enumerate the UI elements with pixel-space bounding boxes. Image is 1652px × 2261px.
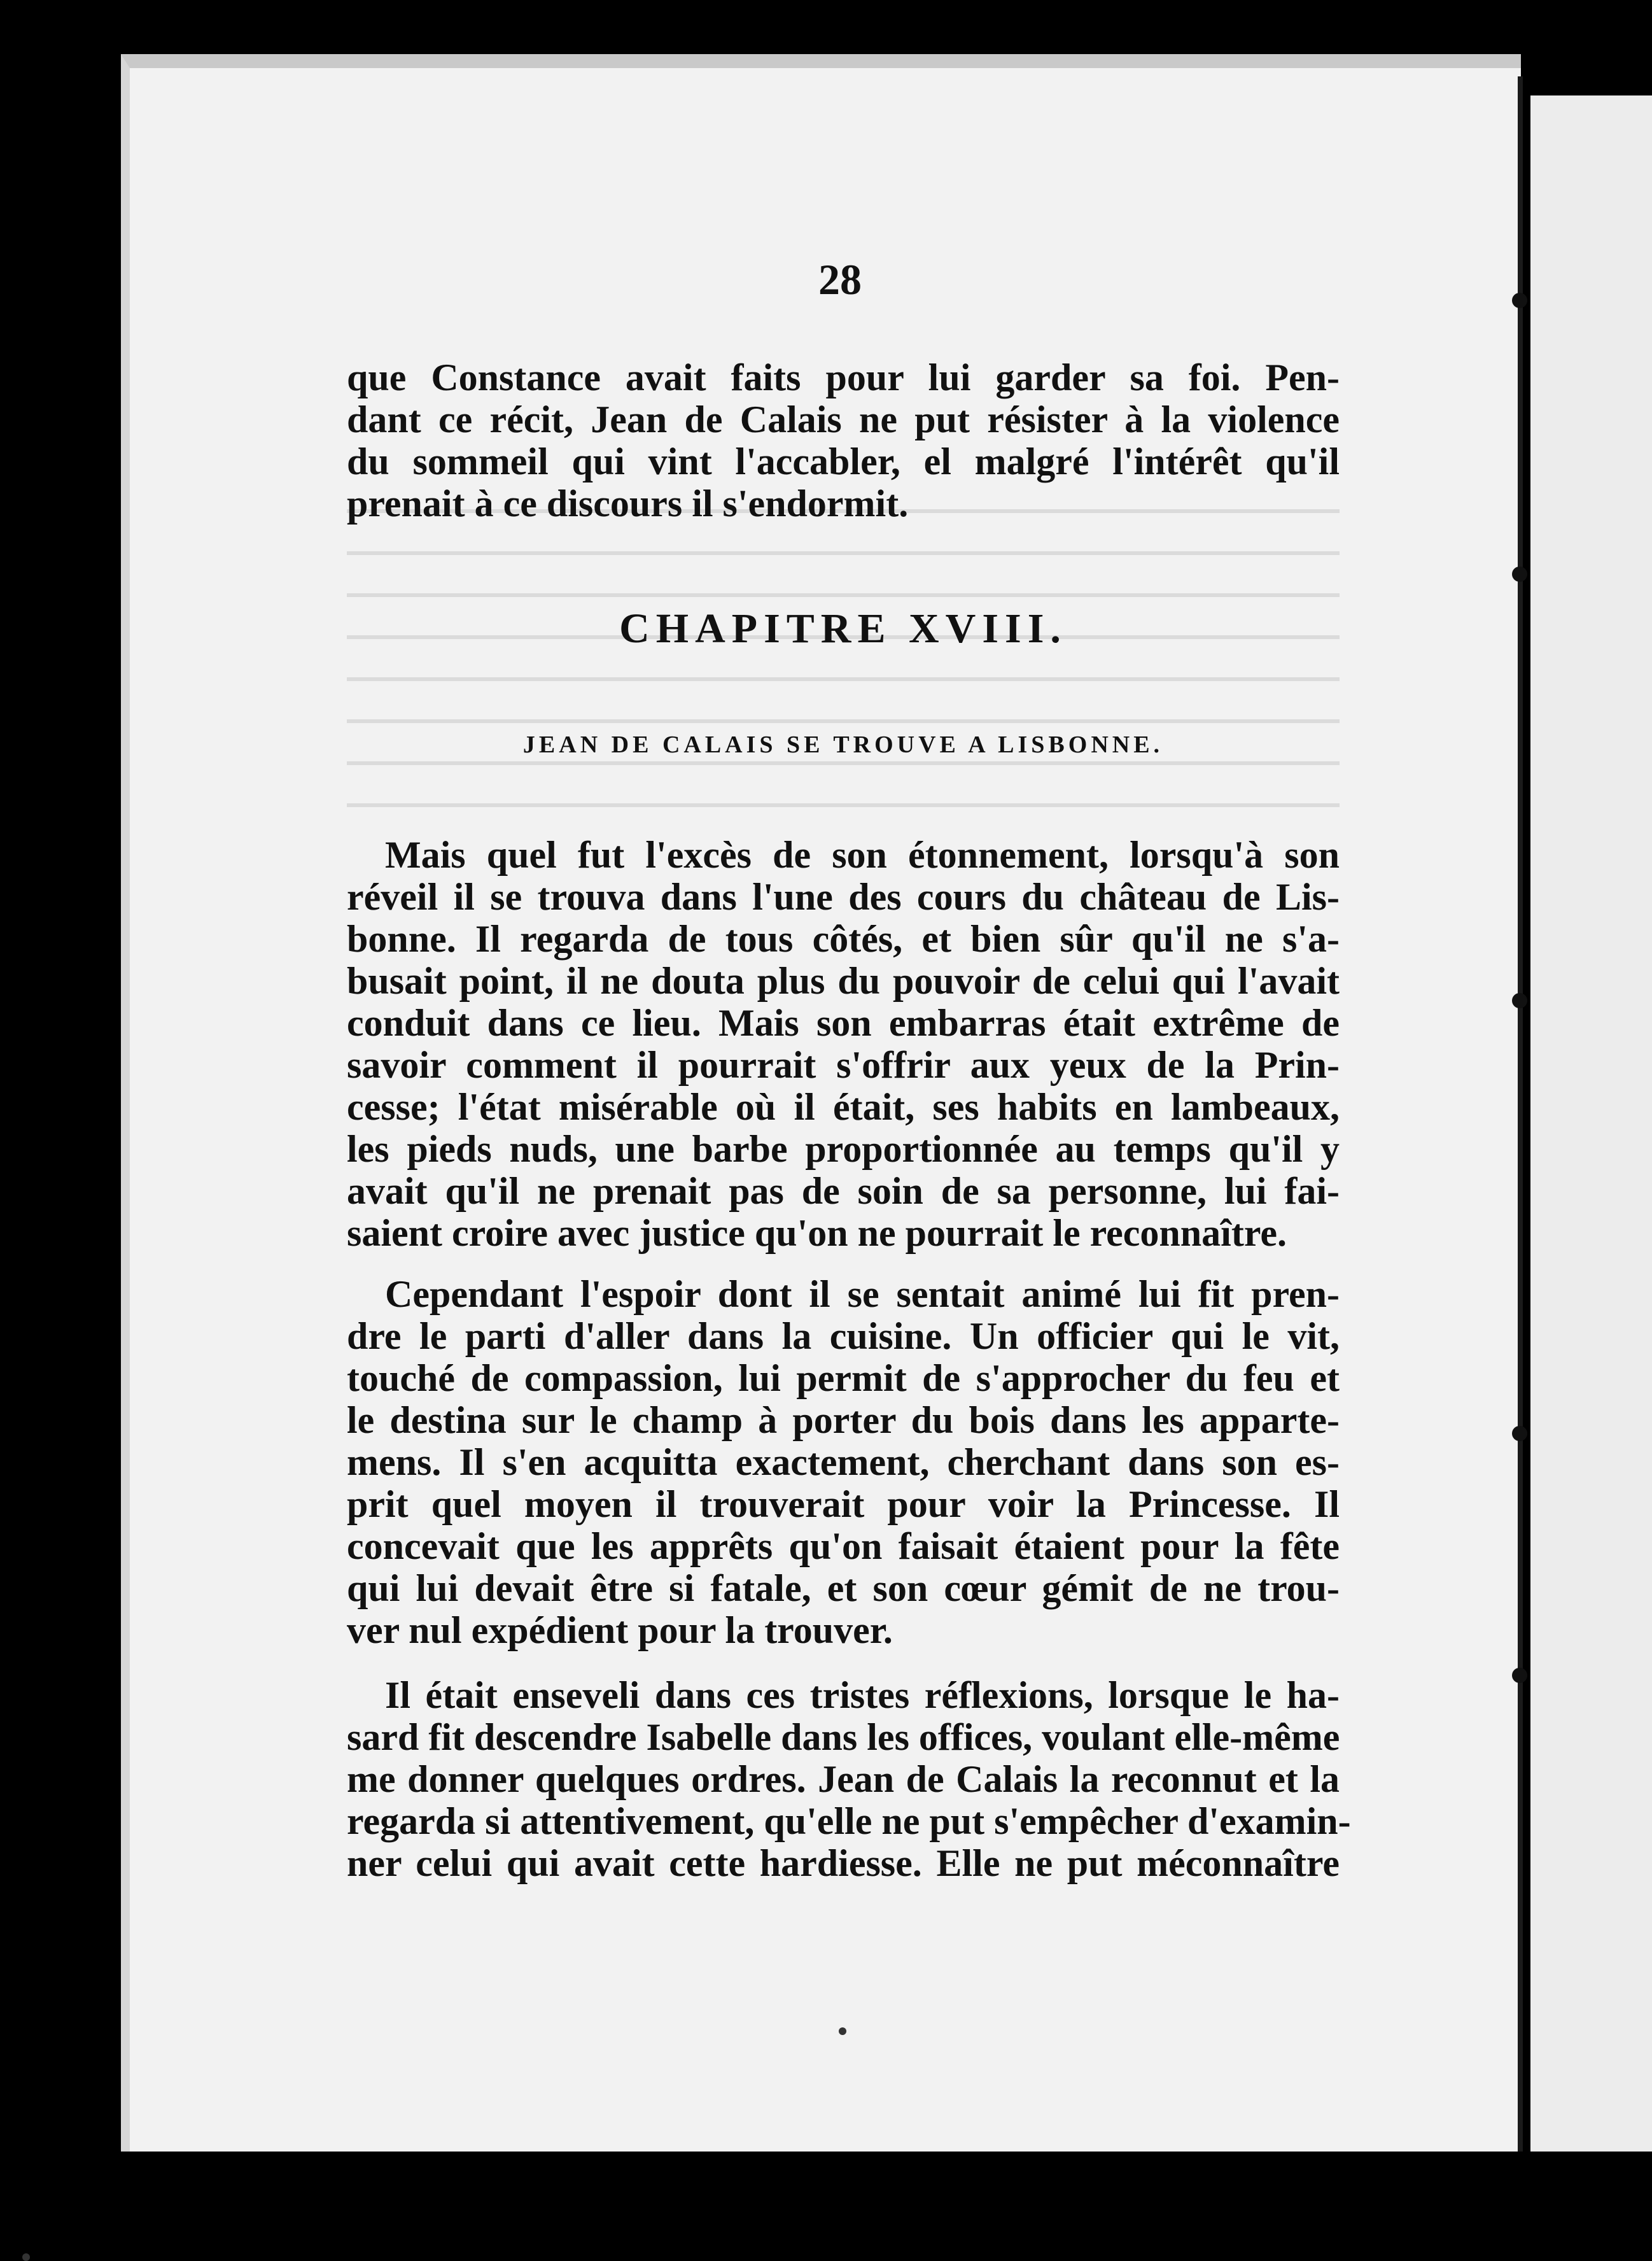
show-through-bleed	[347, 484, 1340, 840]
adjacent-page-edge	[1530, 95, 1652, 2152]
paragraph-1	[347, 834, 1340, 1254]
text-line: bonne. Il regarda de tous côtés, et bien sûr qu'il ne s'a-	[347, 918, 1340, 960]
opening-paragraph	[347, 356, 1340, 525]
text-line: réveil il se trouva dans l'une des cours du château de Lis-	[347, 876, 1340, 918]
text-line: prit quel moyen il trouverait pour voir la Princesse. Il	[347, 1483, 1340, 1525]
text-line: ver nul expédient pour la trouver.	[347, 1609, 893, 1651]
gutter-mark	[1512, 567, 1527, 582]
text-line: dant ce récit, Jean de Calais ne put résister à la violence	[347, 398, 1340, 440]
text-line: prenait à ce discours il s'endormit.	[347, 482, 909, 525]
text-line: du sommeil qui vint l'accabler, el malgré l'intérêt qu'il	[347, 440, 1340, 482]
gutter-mark	[1512, 1426, 1527, 1441]
printer-dot	[839, 2027, 846, 2035]
text-line: regarda si attentivement, qu'elle ne put s'empêcher d'examin-	[347, 1800, 1351, 1842]
text-line: saient croire avec justice qu'on ne pourrait le reconnaître.	[347, 1212, 1287, 1254]
text-line: Mais quel fut l'excès de son étonnement, lorsqu'à son	[385, 834, 1340, 876]
text-line: mens. Il s'en acquitta exactement, cherchant dans son es-	[347, 1441, 1340, 1483]
gutter-mark	[1512, 293, 1527, 308]
paragraph-2	[347, 1273, 1340, 1651]
page-gutter	[1518, 76, 1523, 2152]
text-line: touché de compassion, lui permit de s'approcher du feu et	[347, 1357, 1340, 1399]
text-line: ner celui qui avait cette hardiesse. Elle ne put méconnaître	[347, 1842, 1340, 1884]
paragraph-3	[347, 1674, 1351, 1884]
gutter-mark	[1512, 993, 1527, 1008]
text-line: conduit dans ce lieu. Mais son embarras était extrême de	[347, 1002, 1340, 1044]
text-line: Cependant l'espoir dont il se sentait animé lui fit pren-	[385, 1273, 1340, 1315]
text-line: dre le parti d'aller dans la cuisine. Un officier qui le vit,	[347, 1315, 1340, 1357]
text-line: sard fit descendre Isabelle dans les offices, voulant elle-même	[347, 1716, 1340, 1758]
text-line: avait qu'il ne prenait pas de soin de sa personne, lui fai-	[347, 1170, 1340, 1212]
chapter-title: CHAPITRE XVIII.	[619, 605, 1067, 652]
gutter-mark	[1512, 1668, 1527, 1683]
text-line: busait point, il ne douta plus du pouvoir de celui qui l'avait	[347, 960, 1340, 1002]
text-line: me donner quelques ordres. Jean de Calais la reconnut et la	[347, 1758, 1340, 1800]
text-line: Il était enseveli dans ces tristes réflexions, lorsque le ha-	[385, 1674, 1340, 1716]
text-line: les pieds nuds, une barbe proportionnée au temps qu'il y	[347, 1128, 1340, 1170]
chapter-subtitle: JEAN DE CALAIS SE TROUVE A LISBONNE.	[522, 731, 1164, 758]
text-line: savoir comment il pourrait s'offrir aux yeux de la Prin-	[347, 1044, 1340, 1086]
text-line: que Constance avait faits pour lui garder sa foi. Pen-	[347, 356, 1340, 398]
text-line: le destina sur le champ à porter du bois dans les apparte-	[347, 1399, 1340, 1441]
text-line: qui lui devait être si fatale, et son cœur gémit de ne trou-	[347, 1567, 1340, 1609]
scan-speck	[22, 2253, 30, 2261]
page-number: 28	[818, 255, 862, 304]
text-line: concevait que les apprêts qu'on faisait étaient pour la fête	[347, 1525, 1340, 1567]
text-line: cesse; l'état misérable où il était, ses habits en lambeaux,	[347, 1086, 1340, 1128]
